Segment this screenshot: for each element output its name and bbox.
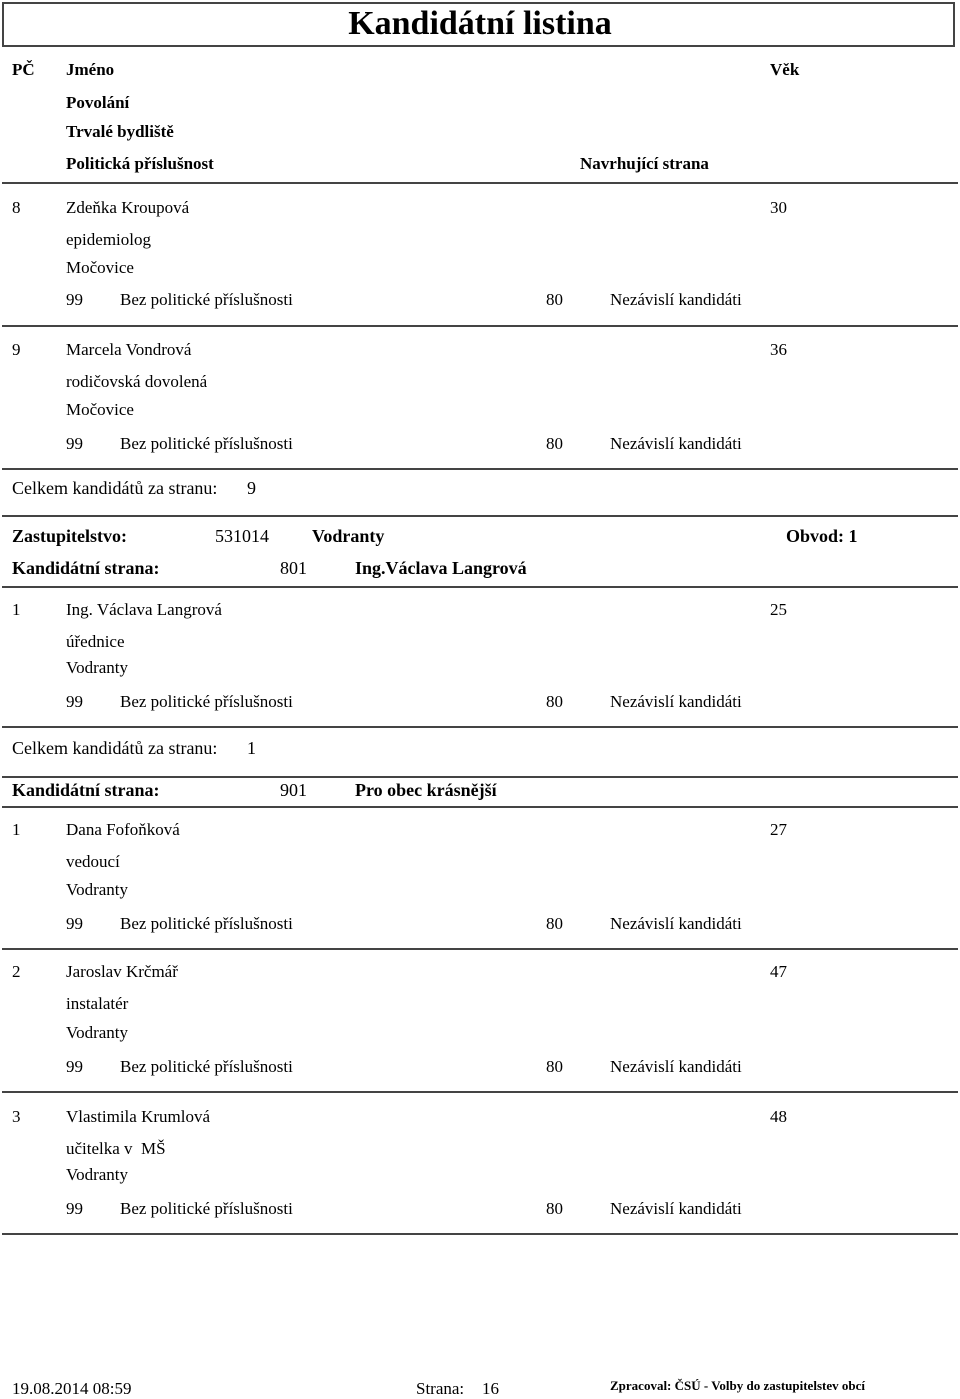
candidate-pp-name: Bez politické příslušnosti bbox=[120, 692, 293, 711]
party-name: Pro obec krásnější bbox=[355, 780, 497, 800]
footer-page-number: 16 bbox=[482, 1379, 499, 1398]
candidate-ns-name: Nezávislí kandidáti bbox=[610, 434, 742, 453]
summary-label: Celkem kandidátů za stranu: bbox=[12, 478, 218, 498]
section-divider bbox=[2, 515, 958, 517]
header-bydliste: Trvalé bydliště bbox=[66, 122, 174, 141]
candidate-town: Močovice bbox=[66, 258, 134, 277]
candidate-town: Močovice bbox=[66, 400, 134, 419]
candidate-pp-name: Bez politické příslušnosti bbox=[120, 914, 293, 933]
candidate-pp-code: 99 bbox=[66, 434, 83, 453]
council-code: 531014 bbox=[215, 526, 269, 546]
footer-datetime: 19.08.2014 08:59 bbox=[12, 1379, 132, 1398]
section-divider bbox=[2, 806, 958, 808]
row-divider bbox=[2, 468, 958, 470]
party-code: 801 bbox=[280, 558, 307, 578]
summary-count: 9 bbox=[247, 478, 256, 498]
candidate-name: Dana Fofoňková bbox=[66, 820, 180, 839]
summary-count: 1 bbox=[247, 738, 256, 758]
candidate-pp-code: 99 bbox=[66, 1199, 83, 1218]
candidate-ns-name: Nezávislí kandidáti bbox=[610, 290, 742, 309]
candidate-age: 48 bbox=[770, 1107, 787, 1126]
candidate-ns-code: 80 bbox=[546, 692, 563, 711]
candidate-ns-code: 80 bbox=[546, 1057, 563, 1076]
candidate-name: Zdeňka Kroupová bbox=[66, 198, 190, 217]
candidate-pc: 2 bbox=[12, 962, 21, 981]
candidate-town: Vodranty bbox=[66, 658, 129, 677]
candidate-town: Vodranty bbox=[66, 1165, 129, 1184]
candidate-ns-code: 80 bbox=[546, 434, 563, 453]
header-povolani: Povolání bbox=[66, 93, 130, 112]
candidate-pp-code: 99 bbox=[66, 1057, 83, 1076]
candidate-town: Vodranty bbox=[66, 1023, 129, 1042]
party-label: Kandidátní strana: bbox=[12, 780, 160, 800]
candidate-name: Vlastimila Krumlová bbox=[66, 1107, 211, 1126]
header-divider bbox=[2, 182, 958, 184]
candidate-job: epidemiolog bbox=[66, 230, 151, 249]
candidate-pp-code: 99 bbox=[66, 914, 83, 933]
candidate-ns-name: Nezávislí kandidáti bbox=[610, 1057, 742, 1076]
page-title: Kandidátní listina bbox=[348, 5, 612, 42]
candidate-pp-name: Bez politické příslušnosti bbox=[120, 1199, 293, 1218]
candidate-pc: 9 bbox=[12, 340, 21, 359]
candidate-town: Vodranty bbox=[66, 880, 129, 899]
party-name: Ing.Václava Langrová bbox=[355, 558, 527, 578]
row-divider bbox=[2, 726, 958, 728]
candidate-ns-code: 80 bbox=[546, 1199, 563, 1218]
candidate-job: vedoucí bbox=[66, 852, 120, 871]
header-vek: Věk bbox=[770, 60, 800, 79]
candidate-name: Marcela Vondrová bbox=[66, 340, 192, 359]
footer-processed: Zpracoval: ČSÚ - Volby do zastupitelstev obcí bbox=[610, 1378, 865, 1393]
candidate-job: učitelka v MŠ bbox=[66, 1139, 166, 1158]
candidate-age: 27 bbox=[770, 820, 787, 839]
row-divider bbox=[2, 1091, 958, 1093]
candidate-ns-name: Nezávislí kandidáti bbox=[610, 914, 742, 933]
candidate-pp-name: Bez politické příslušnosti bbox=[120, 290, 293, 309]
header-pc: PČ bbox=[12, 60, 35, 79]
candidate-age: 30 bbox=[770, 198, 787, 217]
summary-label: Celkem kandidátů za stranu: bbox=[12, 738, 218, 758]
candidate-age: 47 bbox=[770, 962, 787, 981]
candidate-pp-code: 99 bbox=[66, 290, 83, 309]
candidate-pc: 8 bbox=[12, 198, 21, 217]
candidate-ns-name: Nezávislí kandidáti bbox=[610, 692, 742, 711]
row-divider bbox=[2, 325, 958, 327]
row-divider bbox=[2, 1233, 958, 1235]
party-code: 901 bbox=[280, 780, 307, 800]
section-divider bbox=[2, 776, 958, 778]
candidate-ns-code: 80 bbox=[546, 290, 563, 309]
party-label: Kandidátní strana: bbox=[12, 558, 160, 578]
candidate-pc: 1 bbox=[12, 600, 21, 619]
header-navrhujici: Navrhující strana bbox=[580, 154, 709, 173]
candidate-job: instalatér bbox=[66, 994, 129, 1013]
candidate-name: Jaroslav Krčmář bbox=[66, 962, 178, 981]
candidate-pp-code: 99 bbox=[66, 692, 83, 711]
section-divider bbox=[2, 586, 958, 588]
candidate-pc: 1 bbox=[12, 820, 21, 839]
candidate-job: úřednice bbox=[66, 632, 125, 651]
council-name: Vodranty bbox=[312, 526, 385, 546]
candidate-job: rodičovská dovolená bbox=[66, 372, 208, 391]
candidate-age: 36 bbox=[770, 340, 787, 359]
candidate-ns-code: 80 bbox=[546, 914, 563, 933]
candidate-pp-name: Bez politické příslušnosti bbox=[120, 1057, 293, 1076]
council-district: Obvod: 1 bbox=[786, 526, 858, 546]
candidate-pc: 3 bbox=[12, 1107, 21, 1126]
candidate-name: Ing. Václava Langrová bbox=[66, 600, 222, 619]
header-jmeno: Jméno bbox=[66, 60, 115, 79]
row-divider bbox=[2, 948, 958, 950]
council-label: Zastupitelstvo: bbox=[12, 526, 128, 546]
candidate-pp-name: Bez politické příslušnosti bbox=[120, 434, 293, 453]
candidate-ns-name: Nezávislí kandidáti bbox=[610, 1199, 742, 1218]
footer-page-label: Strana: bbox=[416, 1379, 465, 1398]
header-prislusnost: Politická příslušnost bbox=[66, 154, 214, 173]
candidate-age: 25 bbox=[770, 600, 787, 619]
